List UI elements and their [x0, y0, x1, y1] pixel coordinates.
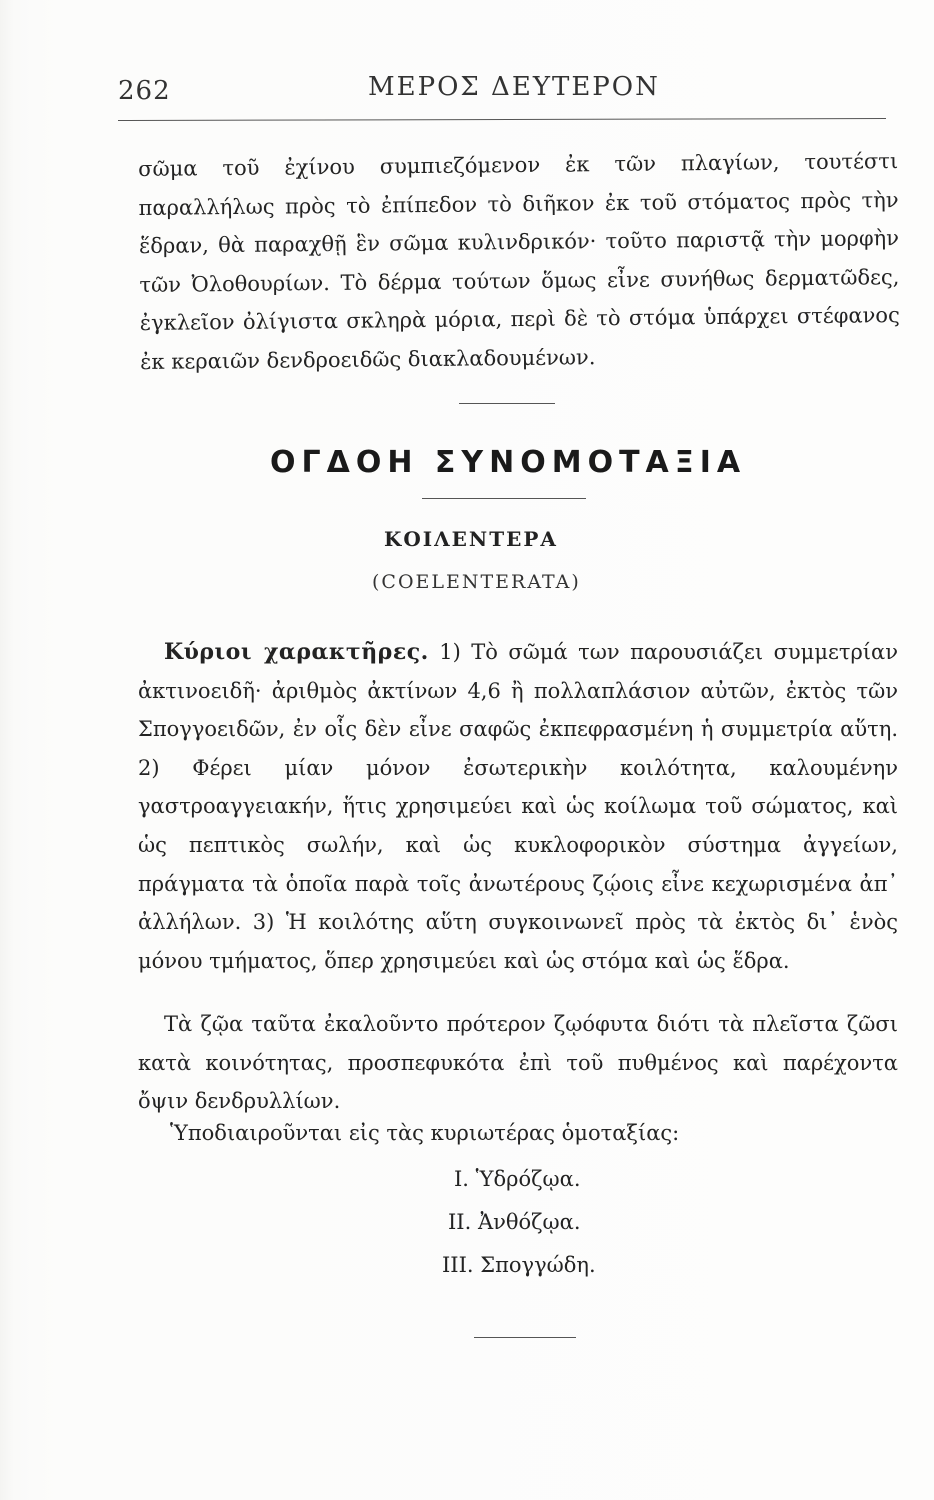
- characteristics-paragraph: [138, 633, 898, 980]
- subdivision-intro: Ὑποδιαιροῦνται εἰς τὰς κυριωτέρας ὁμοταξίας:: [170, 1121, 680, 1145]
- greek-subtitle: ΚΟΙΛΕΝΤΕΡΑ: [384, 527, 558, 551]
- section-divider-top: [459, 403, 555, 404]
- running-head: [118, 68, 888, 108]
- list-item: I. Ὑδρόζῳα.: [454, 1167, 581, 1191]
- section-heading: ΟΓΔΟΗ ΣΥΝΟΜΟΤΑΞΙΑ: [270, 445, 747, 480]
- end-divider: [474, 1337, 576, 1338]
- intro-paragraph: σῶμα τοῦ ἐχίνου συμπιεζόμενον ἐκ τῶν πλαγίων, τουτέστι παραλλήλως πρὸς τὸ ἐπίπεδον τὸ διῆκον ἐκ τοῦ στόματος πρὸς τὴν ἕδραν, θὰ παραχθῇ ἓν σῶμα κυλινδρικόν· τοῦτο παριστᾷ τὴν μορφὴν τῶν Ὀλοθουρίων. Τὸ δέρμα τούτων ὅμως εἶνε συνήθως δερματῶδες, ἐγκλεῖον ὀλίγιστα σκληρὰ μόρια, περὶ δὲ τὸ στόμα ὑπάρχει στέφανος ἐκ κεραιῶν δενδροειδῶς διακλαδουμένων.: [138, 149, 900, 374]
- zoophyta-paragraph: Τὰ ζῷα ταῦτα ἐκαλοῦντο πρότερον ζῳόφυτα διότι τὰ πλεῖστα ζῶσι κατὰ κοινότητας, προσπεφυκότα ἐπὶ τοῦ πυθμένος καὶ παρέχοντα ὄψιν δενδρυλλίων.: [138, 1012, 898, 1114]
- list-item: II. Ἀνθόζῳα.: [448, 1210, 581, 1234]
- characteristics-text: 1) Τὸ σῶμά των παρουσιάζει συμμετρίαν ἀκτινοειδῆ· ἀριθμὸς ἀκτίνων 4,6 ἢ πολλαπλάσιον αὐτῶν, ἐκτὸς τῶν Σπογγοειδῶν, ἐν οἷς δὲν εἶνε σαφῶς ἐκπεφρασμένη ἡ συμμετρία αὕτη. 2) Φέρει μίαν μόνον ἐσωτερικὴν κοιλότητα, καλουμένην γαστροαγγειακήν, ἥτις χρησιμεύει καὶ ὡς κοίλωμα τοῦ σώματος, καὶ ὡς πεπτικὸς σωλήν, καὶ ὡς κυκλοφορικὸν σύστημα ἀγγείων, πράγματα τὰ ὁποῖα παρὰ τοῖς ἀνωτέρους ζῴοις εἶνε κεχωρισμένα ἀπ᾽ ἀλλήλων. 3) Ἡ κοιλότης αὕτη συγκοινωνεῖ πρὸς τὰ ἐκτὸς δι᾽ ἑνὸς μόνου τμήματος, ὅπερ χρησιμεύει καὶ ὡς στόμα καὶ ὡς ἕδρα.: [138, 640, 898, 973]
- running-title: ΜΕΡΟΣ ΔΕΥΤΕΡΟΝ: [368, 72, 660, 102]
- list-item: III. Σπογγώδη.: [442, 1253, 596, 1277]
- characteristics-lead: Κύριοι χαρακτῆρες.: [164, 639, 429, 665]
- section-heading-underline: [422, 498, 586, 499]
- latin-subtitle: (COELENTERATA): [372, 571, 581, 593]
- header-rule: [118, 118, 886, 121]
- page-number: 262: [118, 76, 171, 106]
